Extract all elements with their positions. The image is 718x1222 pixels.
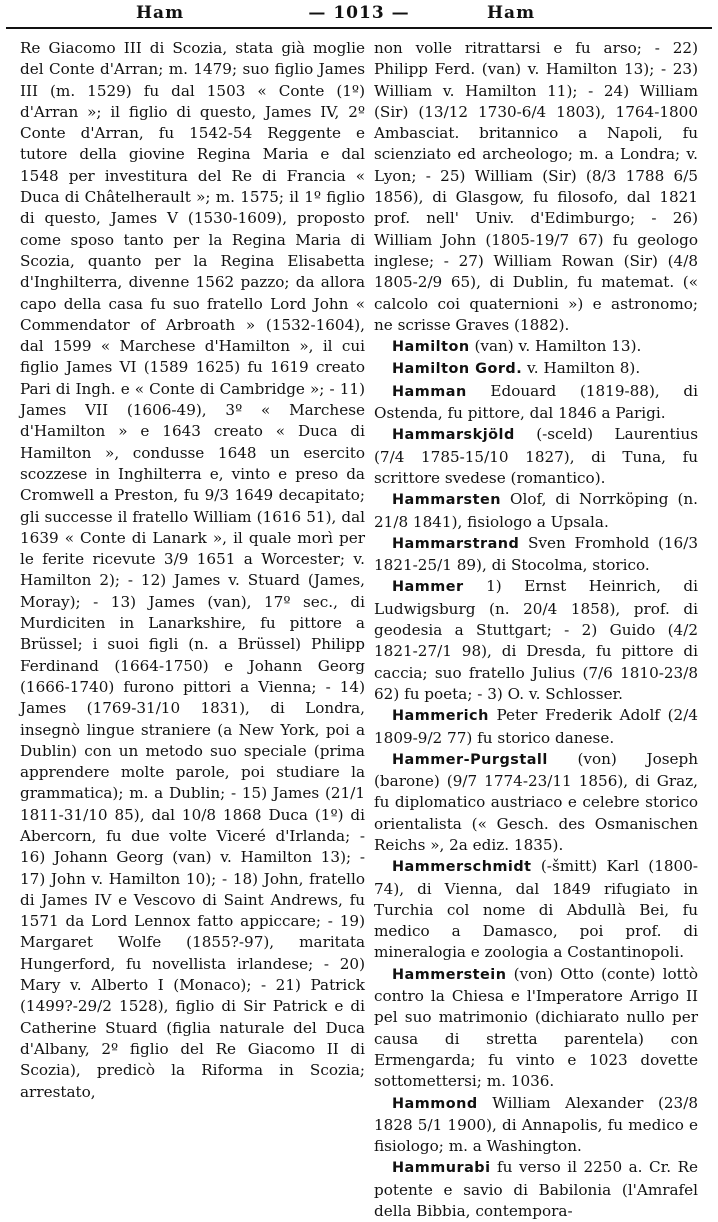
dictionary-entry [374, 964, 698, 1093]
entry-text: (-šmitt) Karl (1800-74), di Vienna, dal 1849 rifugiato in Turchia col nome di Abdullà Bei, fu medico a Damasco, poi prof. di mineralogia e zoologia a Costantinopoli. [374, 857, 698, 962]
dictionary-entries [374, 336, 698, 1222]
entry-text: (-sceld) Laurentius (7/4 1785-15/10 1827), di Tuna, fu scrittore svedese (romantico). [374, 425, 698, 487]
entry-text: William Alexander (23/8 1828 5/1 1900), di Annapolis, fu medico e fisiologo; m. a Washington. [374, 1093, 698, 1156]
entry-text: Sven Fromhold (16/3 1821-25/1 89), di Stocolma, storico. [374, 533, 698, 575]
entry-headword: Hammarskjöld [392, 427, 515, 444]
entry-headword: Hammurabi [392, 1160, 491, 1177]
page-number: — 1013 — [308, 3, 410, 23]
entry-headword: Hammond [392, 1095, 478, 1112]
entry-text: Peter Frederik Adolf (2/4 1809-9/2 77) fu storico danese. [374, 706, 698, 747]
entry-headword: Hammarstrand [392, 535, 520, 552]
dictionary-entry [374, 533, 698, 577]
dictionary-entry [374, 856, 698, 963]
dictionary-entry [374, 1093, 698, 1158]
dictionary-entry [374, 749, 698, 856]
entry-headword: Hamilton Gord. [392, 361, 523, 378]
entry-headword: Hammer [392, 579, 464, 596]
entry-headword: Hamilton [392, 339, 470, 356]
entry-text: v. Hamilton 8). [522, 359, 641, 378]
entry-text: fu verso il 2250 a. Cr. Re potente e savio di Babilonia (l'Amrafel della Bibbia, contempora- [374, 1158, 698, 1221]
dictionary-entry [374, 489, 698, 533]
entry-headword: Hamman [392, 383, 467, 400]
dictionary-entry [374, 336, 698, 358]
entry-headword: Hammerstein [392, 966, 507, 983]
left-column [20, 38, 365, 1103]
entry-text: (von) Otto (conte) lottò contro la Chiesa e l'Imperatore Arrigo II pel suo matrimonio (dichiarato nullo per causa di stretta parentela) con Ermengarda; fu vinto e 1023 dovette sottomettersi; m. 1036. [374, 964, 698, 1091]
dictionary-entry [374, 1157, 698, 1222]
entry-headword: Hammarsten [392, 492, 502, 509]
entry-headword: Hammerschmidt [392, 859, 532, 876]
hamilton-entry-continuation: non volle ritrattarsi e fu arso; - 22) Philipp Ferd. (van) v. Hamilton 13); - 23) William v. Hamilton 11); - 24) William (Sir) (13/12 1730-6/4 1803), 1764-1800 Ambasciat. britannico a Napoli, fu scienziato ed archeologo; m. a Londra; v. Lyon; - 25) William (Sir) (8/3 1788 6/5 1856), di Glasgow, fu filosofo, dal 1821 prof. nell' Univ. d'Edimburgo; - 26) William John (1805-19/7 67) fu geologo inglese; - 27) William Rowan (Sir) (4/8 1805-2/9 65), di Dublin, fu matemat. (« calcolo coi quaternioni ») e astronomo; ne scrisse Graves (1882). [374, 39, 698, 334]
header-rule [6, 27, 712, 29]
dictionary-entry [374, 381, 698, 425]
entry-text: (von) Joseph (barone) (9/7 1774-23/11 1856), di Graz, fu diplomatico austriaco e celebre storico orientalista (« Gesch. des Osmanischen Reichs », 2a ediz. 1835). [374, 749, 698, 854]
dictionary-entry [374, 358, 698, 380]
entry-text: (van) v. Hamilton 13). [469, 337, 642, 356]
hamilton-entry-continued: Re Giacomo III di Scozia, stata già moglie del Conte d'Arran; m. 1479; suo figlio James III (m. 1529) fu dal 1503 « Conte (1º) d'Arran »; il figlio di questo, James IV, 2º Conte d'Arran, fu 1542-54 Reggente e tutore della giovine Regina Maria e dal 1548 per investitura del Re di Francia « Duca di Châtelherault »; m. 1575; il 1º figlio di questo, James V (1530-1609), proposto come sposo tanto per la Regina Maria di Scozia, quanto per la Regina Elisabetta d'Inghilterra, divenne 1562 pazzo; da allora capo della casa fu suo fratello Lord John « Commendator of Arbroath » (1532-1604), dal 1599 « Marchese d'Hamilton », il cui figlio James VI (1589 1625) fu 1619 creato Pari di Ingh. e « Conte di Cambridge »; - 11) James VII (1606-49), 3º « Marchese d'Hamilton » e 1643 creato « Duca di Hamilton », condusse 1648 un esercito scozzese in Inghilterra e, vinto e preso da Cromwell a Preston, fu 9/3 1649 decapitato; gli successe il fratello William (1616 51), dal 1639 « Conte di Lanark », il quale morì per le ferite ricevute 3/9 1651 a Worcester; v. Hamilton 2); - 12) James v. Stuard (James, Moray); - 13) James (van), 17º sec., di Murdiciten in Lanarkshire, fu pittore a Brüssel; i suoi figli (n. a Brüssel) Philipp Ferdinand (1664-1750) e Johann Georg (1666-1740) furono pittori a Vienna; - 14) James (1769-31/10 1831), di Londra, insegnò lingue straniere (a New York, poi a Dublin) con un metodo suo speciale (prima apprendere molte parole, poi studiare la grammatica); m. a Dublin; - 15) James (21/1 1811-31/10 85), dal 10/8 1868 Duca (1º) di Abercorn, fu due volte Viceré d'Irlanda; - 16) Johann Georg (van) v. Hamilton 13); - 17) John v. Hamilton 10); - 18) John, fratello di James IV e Vescovo di Saint Andrews, fu 1571 da Lord Lennox fatto appiccare; - 19) Margaret Wolfe (1855?-97), maritata Hungerford, fu novellista irlandese; - 20) Mary v. Alberto I (Monaco); - 21) Patrick (1499?-29/2 1528), figlio di Sir Patrick e di Catherine Stuard (figlia naturale del Duca d'Albany, 2º figlio del Re Giacomo II di Scozia), predicò la Riforma in Scozia; arrestato, [20, 39, 365, 1101]
entry-text: 1) Ernst Heinrich, di Ludwigsburg (n. 20/4 1858), prof. di geodesia a Stuttgart; - 2) Guido (4/2 1821-27/1 98), di Dresda, fu pittore di caccia; suo fratello Julius (7/6 1810-23/8 62) fu poeta; - 3) O. v. Schlosser. [374, 577, 698, 703]
dictionary-entry [374, 424, 698, 489]
dictionary-entry [374, 576, 698, 705]
entry-headword: Hammerich [392, 708, 489, 725]
page-header [0, 0, 718, 40]
right-column [374, 38, 698, 1222]
running-head-left: Ham [136, 3, 185, 23]
entry-text: Edouard (1819-88), di Ostenda, fu pittore, dal 1846 a Parigi. [374, 381, 698, 423]
entry-text: Olof, di Norrköping (n. 21/8 1841), fisiologo a Upsala. [374, 490, 698, 531]
entry-headword: Hammer-Purgstall [392, 751, 548, 768]
dictionary-entry [374, 705, 698, 749]
running-head-right: Ham [487, 3, 536, 23]
